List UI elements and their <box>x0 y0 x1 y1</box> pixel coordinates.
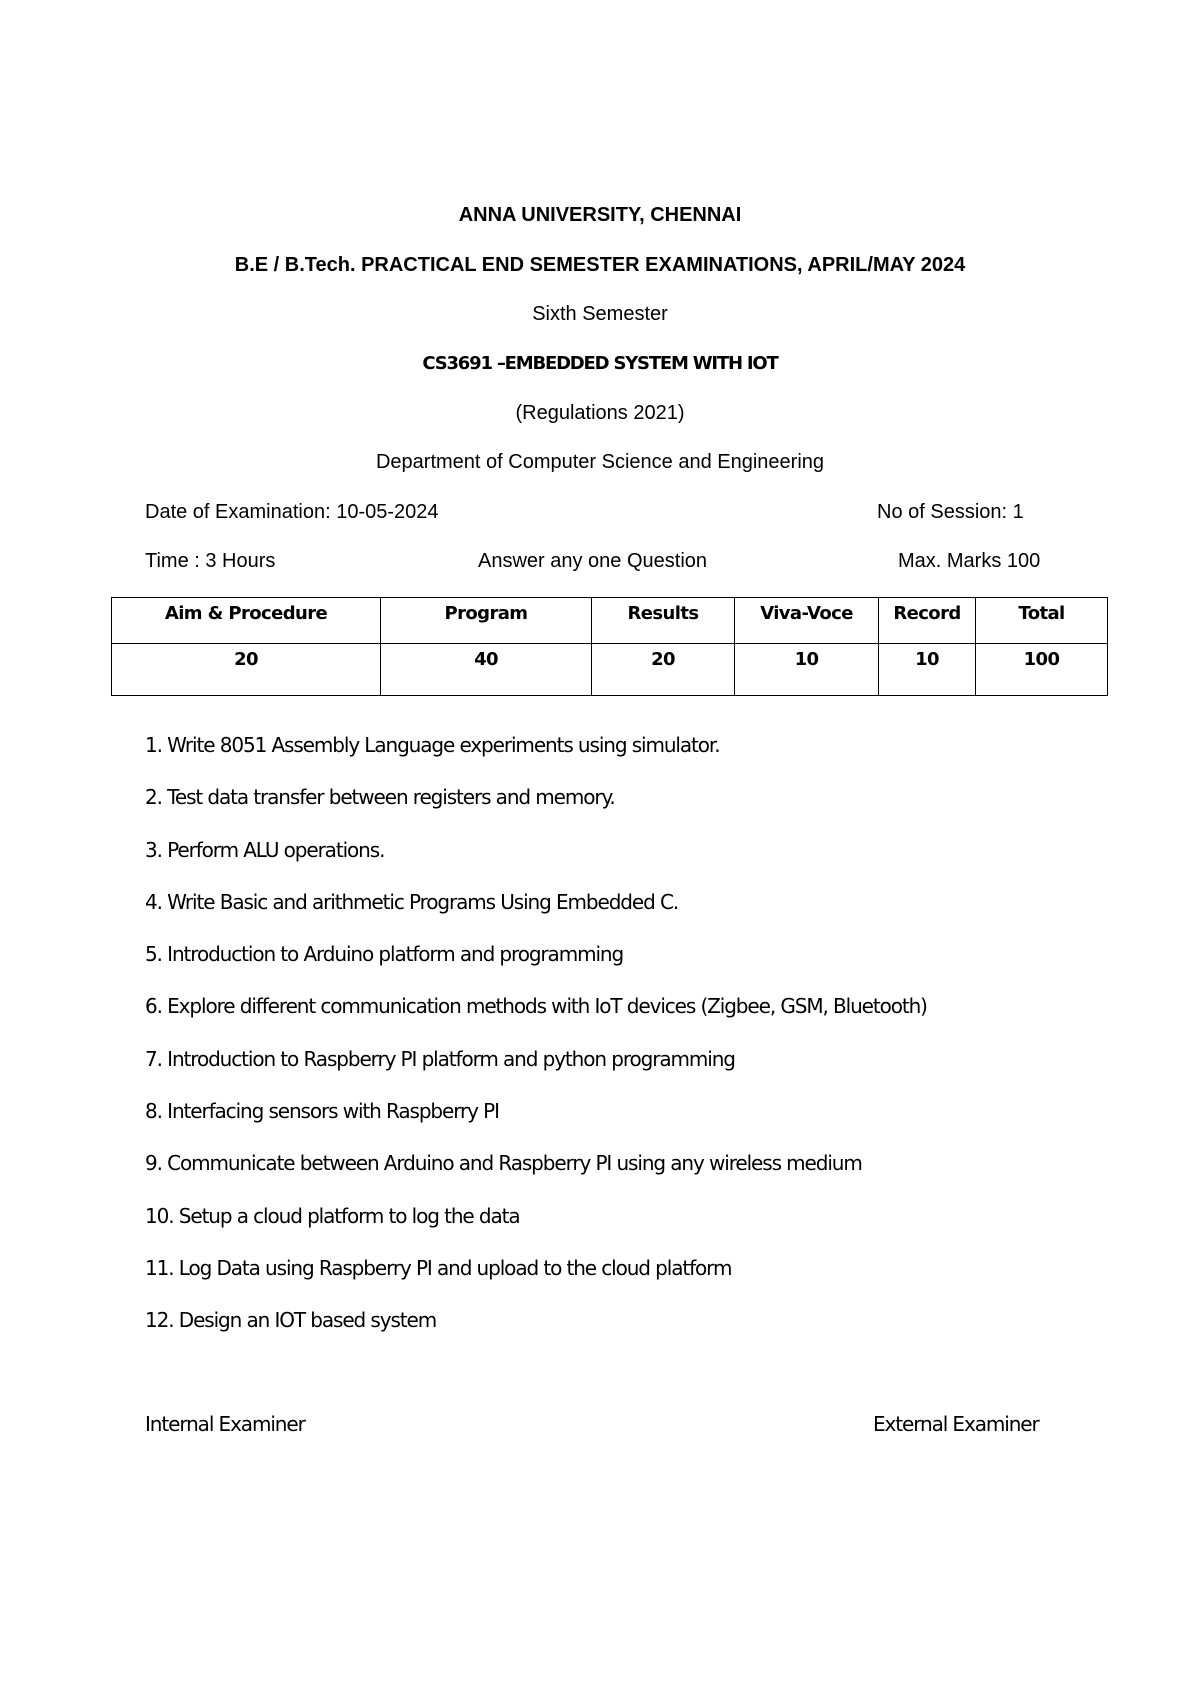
marks-value-cell: 20 <box>112 644 381 696</box>
marks-header-cell: Aim & Procedure <box>112 598 381 644</box>
max-marks: Max. Marks 100 <box>898 550 1041 572</box>
university-name: ANNA UNIVERSITY, CHENNAI <box>458 204 742 226</box>
question-item: 4. Write Basic and arithmetic Programs Using Embedded C. <box>145 889 679 914</box>
exam-title: B.E / B.Tech. PRACTICAL END SEMESTER EXAMINATIONS, APRIL/MAY 2024 <box>234 254 966 276</box>
question-item: 8. Interfacing sensors with Raspberry PI <box>145 1099 499 1124</box>
exam-duration: Time : 3 Hours <box>145 550 276 572</box>
question-item: 5. Introduction to Arduino platform and programming <box>145 942 624 967</box>
marks-header-cell: Record <box>879 598 976 644</box>
external-examiner-label: External Examiner <box>873 1412 1039 1436</box>
marks-value-cell: 20 <box>592 644 735 696</box>
question-item: 9. Communicate between Arduino and Raspberry PI using any wireless medium <box>145 1151 862 1176</box>
question-item: 2. Test data transfer between registers and memory. <box>145 785 615 810</box>
session-count: No of Session: 1 <box>877 501 1024 523</box>
marks-header-cell: Total <box>976 598 1108 644</box>
question-item: 1. Write 8051 Assembly Language experiments using simulator. <box>145 733 720 757</box>
marks-table-header-row <box>112 598 1108 644</box>
marks-value-cell: 10 <box>879 644 976 696</box>
question-item: 12. Design an IOT based system <box>145 1308 437 1333</box>
marks-value-cell: 40 <box>381 644 592 696</box>
department: Department of Computer Science and Engineering <box>375 451 825 473</box>
marks-header-cell: Viva-Voce <box>735 598 879 644</box>
question-list <box>145 733 927 1361</box>
marks-header-cell: Results <box>592 598 735 644</box>
marks-value-cell: 100 <box>976 644 1108 696</box>
question-item: 6. Explore different communication methods with IoT devices (Zigbee, GSM, Bluetooth) <box>145 994 927 1019</box>
marks-table-value-row <box>112 644 1108 696</box>
semester: Sixth Semester <box>532 303 668 325</box>
exam-instruction: Answer any one Question <box>478 550 708 572</box>
question-item: 7. Introduction to Raspberry PI platform and python programming <box>145 1046 735 1071</box>
question-item: 11. Log Data using Raspberry PI and upload to the cloud platform <box>145 1255 732 1280</box>
exam-date: Date of Examination: 10-05-2024 <box>145 501 439 523</box>
marks-table <box>111 597 1108 696</box>
internal-examiner-label: Internal Examiner <box>145 1412 305 1436</box>
regulations: (Regulations 2021) <box>515 402 685 424</box>
course-title: CS3691 –EMBEDDED SYSTEM WITH IOT <box>422 353 778 374</box>
question-item: 10. Setup a cloud platform to log the data <box>145 1203 520 1228</box>
marks-value-cell: 10 <box>735 644 879 696</box>
question-item: 3. Perform ALU operations. <box>145 837 385 862</box>
marks-header-cell: Program <box>381 598 592 644</box>
